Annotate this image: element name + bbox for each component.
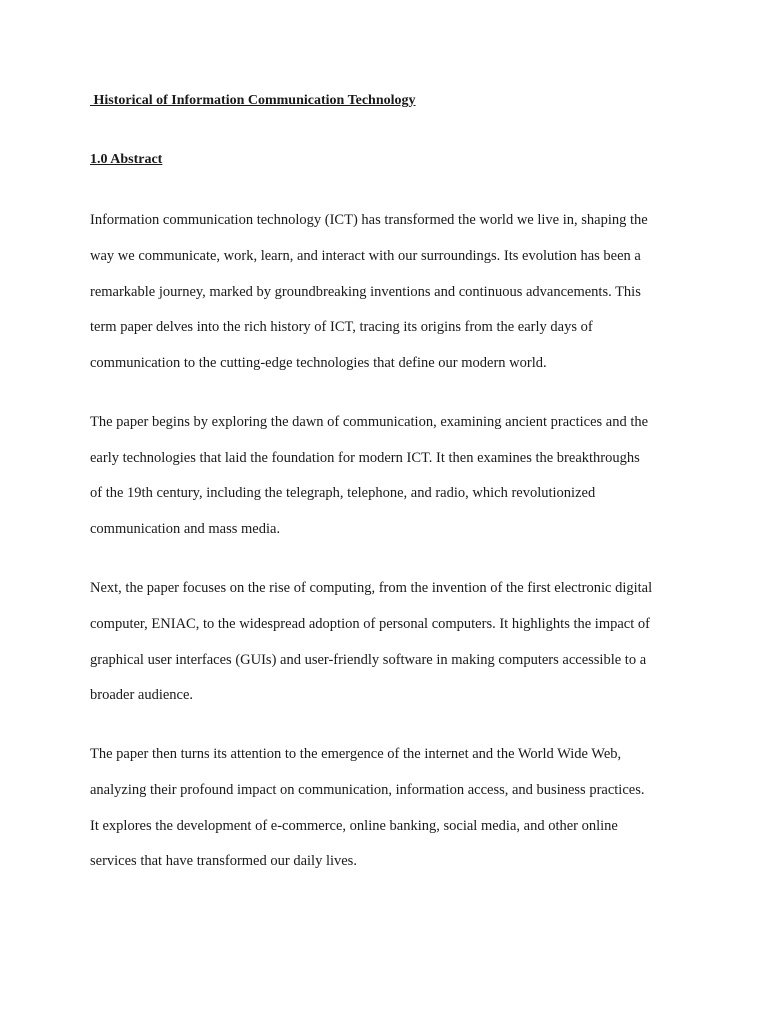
- paragraph-2-line: The paper begins by exploring the dawn of communication, examining ancient practices and the: [90, 414, 649, 430]
- paragraph-2-line: early technologies that laid the foundation for modern ICT. It then examines the breakthroughs: [90, 450, 640, 466]
- paragraph-4-line: analyzing their profound impact on communication, information access, and business practices.: [90, 782, 645, 798]
- paragraph-2-line: communication and mass media.: [90, 521, 281, 537]
- paragraph-2-line: of the 19th century, including the telegraph, telephone, and radio, which revolutionized: [90, 485, 596, 501]
- paragraph-1-line: communication to the cutting-edge technologies that define our modern world.: [90, 355, 547, 371]
- section-heading-abstract: 1.0 Abstract: [90, 152, 163, 167]
- paragraph-3-line: Next, the paper focuses on the rise of computing, from the invention of the first electronic digital: [90, 580, 653, 596]
- paragraph-4-line: It explores the development of e-commerce, online banking, social media, and other online: [90, 818, 618, 834]
- paragraph-3-line: broader audience.: [90, 687, 194, 703]
- paragraph-1-line: Information communication technology (ICT) has transformed the world we live in, shaping the: [90, 212, 648, 228]
- paragraph-1-line: term paper delves into the rich history of ICT, tracing its origins from the early days of: [90, 319, 593, 335]
- paragraph-3-line: computer, ENIAC, to the widespread adoption of personal computers. It highlights the impact of: [90, 616, 650, 632]
- document-title: Historical of Information Communication Technology: [90, 93, 416, 108]
- paragraph-3-line: graphical user interfaces (GUIs) and user-friendly software in making computers accessible to a: [90, 652, 647, 668]
- paragraph-1-line: remarkable journey, marked by groundbreaking inventions and continuous advancements. This: [90, 284, 641, 300]
- paragraph-4-line: services that have transformed our daily lives.: [90, 853, 357, 869]
- paragraph-1-line: way we communicate, work, learn, and interact with our surroundings. Its evolution has been a: [90, 248, 641, 264]
- paragraph-4-line: The paper then turns its attention to the emergence of the internet and the World Wide Web,: [90, 746, 622, 762]
